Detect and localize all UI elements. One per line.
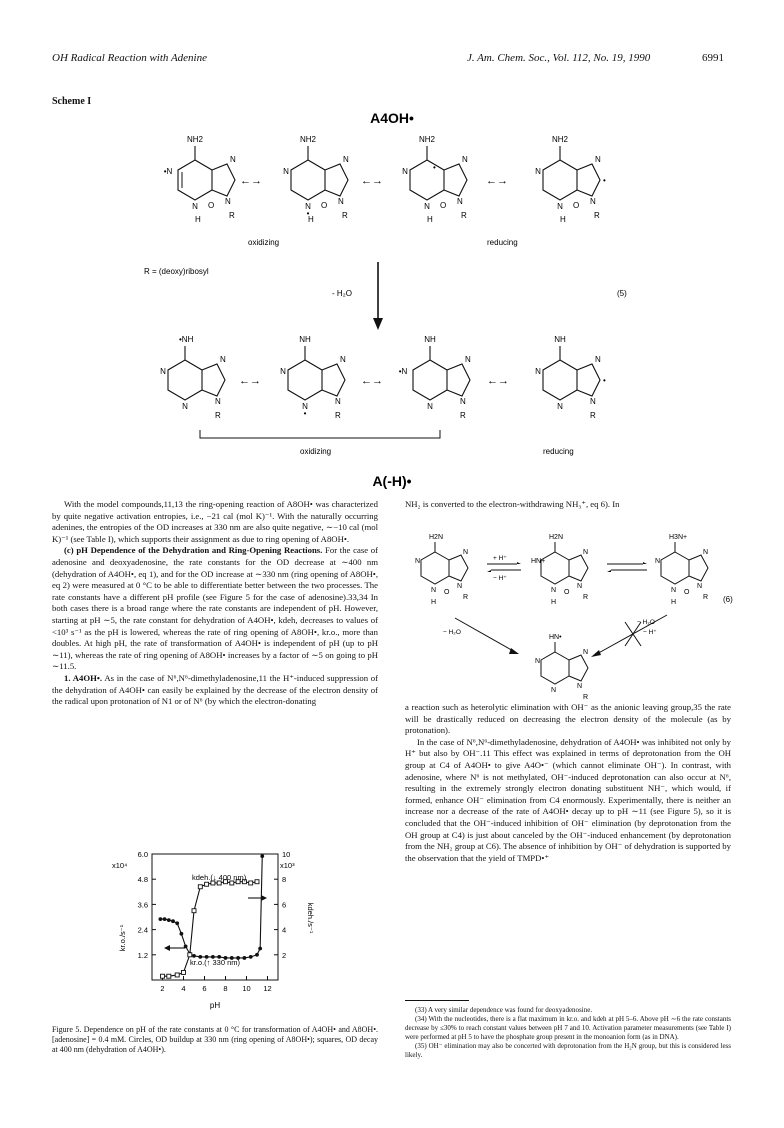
section-heading: (c) pH Dependence of the Dehydration and Ring-Opening Reactions. bbox=[64, 545, 323, 556]
svg-text:←→: ←→ bbox=[361, 175, 383, 187]
svg-text:NH: NH bbox=[554, 335, 566, 344]
svg-text:H: H bbox=[560, 215, 566, 224]
svg-text:H: H bbox=[431, 599, 437, 606]
deh-data-point bbox=[198, 885, 202, 889]
svg-text:H: H bbox=[671, 599, 677, 606]
svg-text:O: O bbox=[208, 201, 215, 210]
eq6-plusH: + H⁺ bbox=[493, 555, 507, 562]
eq6-minusH2O-right: − H₂O bbox=[637, 619, 655, 626]
ro-data-point bbox=[243, 956, 247, 960]
svg-text:N: N bbox=[225, 197, 231, 206]
svg-text:•: • bbox=[433, 163, 436, 172]
series-label-ro: kr.o.(↑ 330 nm) bbox=[190, 958, 241, 967]
svg-text:N: N bbox=[535, 367, 541, 376]
svg-text:N: N bbox=[583, 549, 589, 556]
svg-text:N: N bbox=[343, 155, 349, 164]
equation-number-5: (5) bbox=[617, 289, 627, 298]
ro-data-point bbox=[258, 947, 262, 951]
footnote-34: (34) With the nucleotides, there is a flat maximum in kr.o. and kdeh at pH 5–6. Above pH ∼6 the rate constants decrease by ≤30% to reach constant values between pH 7 and 10. Activation parameter measurements (see Table I) were performed at pH 5 to have the phosphate group present in the monoanion form (as in DNA). bbox=[405, 1015, 731, 1041]
svg-text:←→: ←→ bbox=[239, 375, 261, 387]
svg-text:R: R bbox=[335, 411, 341, 420]
figure-5-caption: Figure 5. Dependence on pH of the rate constants at 0 °C for transformation of A4OH• and A8OH•. [adenosine] = 0.4 mM. Circles, OD buildup at 330 nm (ring opening of A8OH•); squares, OD decay at 400 nm (dehydration of A4OH•). bbox=[52, 1025, 378, 1054]
eq6-structure-2 bbox=[531, 534, 588, 606]
ro-data-point bbox=[180, 932, 184, 936]
svg-text:N: N bbox=[424, 202, 430, 211]
equation-number-6: (6) bbox=[723, 595, 733, 604]
svg-text:R: R bbox=[583, 694, 589, 701]
svg-text:R: R bbox=[590, 411, 596, 420]
running-header-journal: J. Am. Chem. Soc., Vol. 112, No. 19, 1990 bbox=[467, 52, 651, 64]
deh-data-point bbox=[161, 974, 165, 978]
svg-text:•NH: •NH bbox=[179, 335, 194, 344]
structure-top-3 bbox=[402, 135, 468, 224]
svg-text:N: N bbox=[335, 397, 341, 406]
svg-text:NH2: NH2 bbox=[299, 135, 317, 144]
svg-text:N: N bbox=[338, 197, 344, 206]
svg-text:N: N bbox=[230, 155, 236, 164]
right-axis-label: kdeh./s⁻¹ bbox=[306, 902, 315, 934]
svg-text:NH2: NH2 bbox=[186, 135, 204, 144]
deh-data-point bbox=[167, 974, 171, 978]
svg-text:O: O bbox=[440, 201, 447, 210]
ro-series-line bbox=[160, 856, 262, 958]
svg-text:N: N bbox=[551, 587, 557, 594]
ro-data-point bbox=[163, 917, 167, 921]
equation-6-diagram bbox=[405, 520, 735, 701]
ro-data-point bbox=[249, 955, 253, 959]
paragraph: As in the case of N⁶,N⁶-dimethyladenosine,11 the H⁺-induced suppression of the dehydration of A4OH• can easily be explained by the decrease of the electron density of the radical upon protonation of N1 or of N⁶ (by which the electron-donating bbox=[52, 672, 378, 707]
scheme-title-top: A4OH• bbox=[370, 110, 414, 126]
svg-text:NH: NH bbox=[299, 335, 311, 344]
scheme-title-bottom: A(-H)• bbox=[372, 473, 412, 489]
svg-text:N: N bbox=[535, 167, 541, 176]
svg-text:N: N bbox=[460, 397, 466, 406]
svg-text:N: N bbox=[220, 355, 226, 364]
svg-text:N: N bbox=[577, 583, 583, 590]
ro-data-point bbox=[260, 854, 264, 858]
svg-text:←→: ←→ bbox=[361, 375, 383, 387]
svg-text:N: N bbox=[215, 397, 221, 406]
svg-text:R: R bbox=[583, 594, 589, 601]
svg-text:N: N bbox=[283, 167, 289, 176]
svg-text:H: H bbox=[195, 215, 201, 224]
ro-data-point bbox=[171, 919, 175, 923]
arrow-label: - H₂O bbox=[332, 289, 352, 298]
ro-data-point bbox=[255, 953, 259, 957]
svg-text:N: N bbox=[595, 355, 601, 364]
right-axis-exponent: x10³ bbox=[280, 861, 295, 870]
svg-text:•: • bbox=[603, 376, 606, 385]
r-definition: R = (deoxy)ribosyl bbox=[144, 267, 209, 276]
paragraph: With the model compounds,11,13 the ring-opening reaction of A8OH• was characterized by quite negative activation entropies, i.e., −21 cal (mol K)⁻¹. With the naturally occurring adenines, the entropies of the OD increases at 330 nm are also quite negative, ∼−10 cal (mol K)⁻¹ (see Table I), which supports their assignment as due to ring opening of A8OH•. bbox=[52, 499, 378, 544]
structure-top-4 bbox=[535, 135, 606, 224]
deh-data-point bbox=[192, 909, 196, 913]
structure-bottom-4 bbox=[535, 335, 606, 420]
ro-data-point bbox=[167, 918, 171, 922]
x-axis-label: pH bbox=[209, 1001, 221, 1010]
svg-text:N: N bbox=[551, 687, 557, 694]
svg-text:R: R bbox=[463, 594, 469, 601]
footnote-33: (33) A very similar dependence was found for deoxyadenosine. bbox=[415, 1006, 593, 1014]
paragraph: a reaction such as heterolytic elimination with OH⁻ as the anionic leaving group,35 the rate will be drastically reduced on decreasing the electron density of the molecule (as by protonation). bbox=[405, 702, 731, 736]
svg-text:N: N bbox=[182, 402, 188, 411]
x-tick-label: 4 bbox=[181, 984, 186, 993]
right-column-text bbox=[405, 702, 731, 864]
svg-text:N: N bbox=[465, 355, 471, 364]
eq6-minusH2O-left: − H₂O bbox=[443, 629, 461, 636]
footnote-rule bbox=[405, 1000, 469, 1001]
subsection-heading: 1. A4OH•. bbox=[64, 672, 103, 683]
svg-text:N: N bbox=[402, 167, 408, 176]
svg-text:N: N bbox=[535, 658, 541, 665]
y2-tick-label: 4 bbox=[282, 925, 287, 935]
eq6-minusH-right: − H⁺ bbox=[643, 629, 657, 636]
page-number: 6991 bbox=[702, 52, 724, 64]
y-tick-label: 6.0 bbox=[137, 850, 148, 859]
figure-5-chart bbox=[100, 838, 330, 1018]
y2-tick-label: 6 bbox=[282, 900, 287, 910]
svg-text:N: N bbox=[557, 402, 563, 411]
svg-text:R: R bbox=[460, 411, 466, 420]
left-column-text bbox=[52, 499, 378, 708]
svg-text:H: H bbox=[551, 599, 557, 606]
x-tick-label: 10 bbox=[242, 984, 251, 993]
ro-data-point bbox=[175, 921, 179, 925]
y-tick-label: 4.8 bbox=[137, 875, 148, 885]
svg-text:N: N bbox=[595, 155, 601, 164]
svg-text:O: O bbox=[321, 201, 328, 210]
footnotes bbox=[405, 1006, 731, 1060]
svg-text:•: • bbox=[306, 209, 310, 218]
x-tick-label: 8 bbox=[223, 984, 228, 993]
y2-tick-label: 2 bbox=[282, 950, 287, 960]
eq6-structure-1 bbox=[415, 534, 468, 606]
svg-text:N: N bbox=[305, 202, 311, 211]
paragraph: For the case of adenosine and deoxyadenosine, the rate constants for the OD decrease at ∼400 nm (dehydration of A4OH•, eq 1), and for the OD increase at ∼330 nm (ring opening of A8OH•, eq 2) were measured at 0 °C to be able to differentiate better between the two processes. The rate constants have a different pH profile (see Figure 5 for the case of adenosine).33,34 In both cases there is a broad range where the rate constants are independent of pH. However, starting at pH ∼5, the rate constant for dehydration of A4OH•, kdeh, decreases to values of <10³ s⁻¹ as the pH is lowered, whereas the rate of ring opening of A8OH•, kr.o., more than doubles. At high pH, the rate of transformation of A4OH• is independent of pH (up to pH ∼11), whereas the rate of ring opening of A8OH• increases by a factor of ∼5 on going to pH ∼11.5. bbox=[52, 545, 378, 672]
svg-text:N: N bbox=[457, 583, 463, 590]
svg-text:N: N bbox=[431, 587, 437, 594]
running-header-title: OH Radical Reaction with Adenine bbox=[52, 52, 207, 64]
x-tick-label: 12 bbox=[263, 984, 272, 993]
paragraph: In the case of N⁶,N⁶-dimethyladenosine, dehydration of A4OH• was inhibited not only by H⁺ but also by OH⁻.11 This effect was explained in terms of deprotonation from the OH group at C4 of A4OH• to give A4O•⁻ (which cannot eliminate OH⁻). In contrast, with adenosine, where N⁶ is not methylated, OH⁻-induced deprotonation can also occur at N⁶, resulting in the extremely strongly electron donating substituent NH⁻, which would, if formed, enhance OH⁻ elimination from C4 enormously. Experimentally, there is neither an increase nor a decrease of the rate of A4OH• decay up to pH ∼11 (see Figure 5), so it is concluded that the OH⁻-induced inhibition of OH⁻ elimination (by deprotonation from the OH group at C4) is just about canceled by the OH⁻-induced enhancement (by deprotonation from the NH₂ group at C6). The absence of inhibition by OH⁻ of dehydration is supported by the observation that the yield of TMPD•⁺ bbox=[405, 736, 731, 863]
deh-data-point bbox=[188, 953, 192, 957]
svg-text:N: N bbox=[697, 583, 703, 590]
structure-bottom-1 bbox=[160, 335, 226, 420]
svg-text:N: N bbox=[590, 397, 596, 406]
svg-text:H: H bbox=[308, 215, 314, 224]
svg-text:O: O bbox=[573, 201, 580, 210]
deh-data-point bbox=[205, 882, 209, 886]
x-tick-label: 6 bbox=[202, 984, 207, 993]
svg-text:←→: ←→ bbox=[487, 375, 509, 387]
svg-text:R: R bbox=[215, 411, 221, 420]
svg-text:N: N bbox=[655, 558, 661, 565]
y2-tick-label: 10 bbox=[282, 850, 291, 859]
structure-bottom-3 bbox=[399, 335, 471, 420]
svg-text:NH2: NH2 bbox=[418, 135, 436, 144]
svg-text:N: N bbox=[427, 402, 433, 411]
svg-text:•N: •N bbox=[163, 167, 173, 176]
svg-text:N: N bbox=[462, 155, 468, 164]
svg-text:R: R bbox=[461, 211, 467, 220]
structure-bottom-2 bbox=[280, 335, 346, 420]
svg-text:O: O bbox=[684, 589, 690, 596]
svg-text:N: N bbox=[577, 683, 583, 690]
svg-text:•N: •N bbox=[398, 367, 408, 376]
left-axis-exponent: x10⁴ bbox=[112, 861, 128, 870]
svg-text:N: N bbox=[703, 549, 709, 556]
svg-text:HN•: HN• bbox=[549, 634, 562, 641]
deh-data-point bbox=[182, 970, 186, 974]
svg-text:N: N bbox=[557, 202, 563, 211]
svg-text:N: N bbox=[192, 202, 198, 211]
svg-text:N: N bbox=[415, 558, 421, 565]
svg-text:HN+: HN+ bbox=[531, 558, 546, 565]
svg-text:H: H bbox=[427, 215, 433, 224]
deh-data-point bbox=[255, 880, 259, 884]
deh-data-point bbox=[175, 973, 179, 977]
svg-text:N: N bbox=[302, 402, 308, 411]
x-tick-label: 2 bbox=[160, 984, 165, 993]
structure-top-1 bbox=[164, 135, 236, 224]
paragraph: NH₂ is converted to the electron-withdrawing NH₃⁺, eq 6). In bbox=[405, 499, 620, 509]
svg-text:O: O bbox=[564, 589, 570, 596]
svg-text:N: N bbox=[463, 549, 469, 556]
svg-text:N: N bbox=[457, 197, 463, 206]
svg-text:H2N: H2N bbox=[549, 534, 564, 541]
deh-data-point bbox=[249, 881, 253, 885]
reducing-label-bottom: reducing bbox=[543, 447, 574, 456]
svg-text:•: • bbox=[303, 409, 307, 418]
right-column-top bbox=[405, 499, 731, 511]
svg-text:N: N bbox=[671, 587, 677, 594]
structure-top-2 bbox=[283, 135, 349, 224]
svg-text:←→: ←→ bbox=[486, 175, 508, 187]
svg-text:←→: ←→ bbox=[240, 175, 262, 187]
oxidizing-label-top: oxidizing bbox=[248, 238, 280, 247]
scheme-label: Scheme I bbox=[52, 96, 92, 107]
svg-text:R: R bbox=[229, 211, 235, 220]
oxidizing-label-bottom: oxidizing bbox=[300, 447, 332, 456]
svg-text:O: O bbox=[444, 589, 450, 596]
svg-text:NH: NH bbox=[424, 335, 436, 344]
reducing-label-top: reducing bbox=[487, 238, 518, 247]
eq6-structure-product bbox=[535, 634, 588, 701]
svg-text:R: R bbox=[703, 594, 709, 601]
svg-text:N: N bbox=[340, 355, 346, 364]
eq6-structure-3 bbox=[655, 534, 708, 606]
y-tick-label: 3.6 bbox=[137, 900, 148, 910]
svg-text:N: N bbox=[590, 197, 596, 206]
svg-text:•: • bbox=[603, 176, 606, 185]
svg-text:N: N bbox=[583, 649, 589, 656]
y-tick-label: 2.4 bbox=[137, 925, 148, 935]
svg-text:H3N+: H3N+ bbox=[669, 534, 688, 541]
svg-text:R: R bbox=[594, 211, 600, 220]
svg-text:R: R bbox=[342, 211, 348, 220]
scheme-diagram bbox=[0, 100, 784, 500]
series-label-deh: kdeh.(↓ 400 nm) bbox=[192, 873, 247, 882]
ro-data-point bbox=[159, 917, 163, 921]
y2-tick-label: 8 bbox=[282, 875, 287, 885]
svg-text:NH2: NH2 bbox=[551, 135, 569, 144]
eq6-minusH: − H⁺ bbox=[493, 575, 507, 582]
y-tick-label: 1.2 bbox=[137, 950, 148, 960]
footnote-35: (35) OH⁻ elimination may also be concerted with deprotonation from the H₂N group, but this is considered less likely. bbox=[405, 1042, 731, 1059]
svg-text:H2N: H2N bbox=[429, 534, 444, 541]
left-axis-label: kr.o./s⁻¹ bbox=[118, 924, 127, 952]
svg-text:N: N bbox=[280, 367, 286, 376]
svg-text:N: N bbox=[160, 367, 166, 376]
